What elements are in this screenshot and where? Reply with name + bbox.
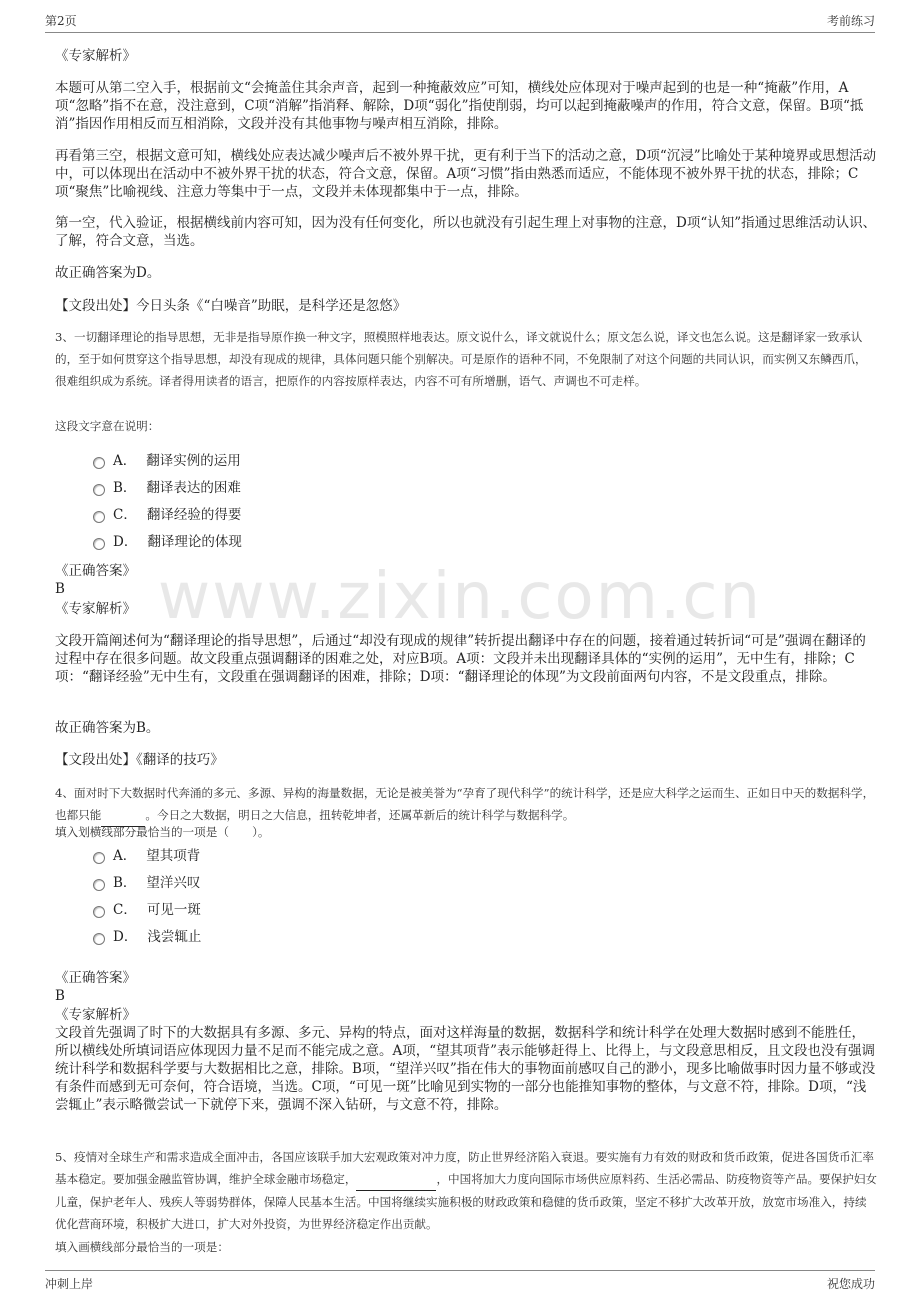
option-text: 望其项背 xyxy=(146,848,201,864)
option-text: 可见一斑 xyxy=(146,902,201,918)
option-letter: A． xyxy=(113,848,137,864)
option-letter: A． xyxy=(113,453,137,469)
option-letter: C． xyxy=(113,902,137,918)
stem-text: 5、疫情对全球生产和需求造成全面冲击，各国应该联手加大宏观政策对冲力度，防止世界经济陷入衰退。要实施有力有效的财政和货币政策，促进各国货币汇率基本稳定。要加强金融监管协调，维护全球金融市场稳定， xyxy=(55,1150,874,1186)
option-text: 望洋兴叹 xyxy=(146,875,201,891)
expert-analysis-label: 《专家解析》 xyxy=(55,601,136,617)
stem-text: ，中国将加大力度向国际市场供应原料药、生活必需品、防疫物资等产品。要保护妇女儿童，保护老年人、残疾人等弱势群体，保障人民基本生活。中国将继续实施积极的财政政策和稳健的货币政策，坚定不移扩大改革开放，放宽市场准入，持续优化营商环境，积极扩大进口，扩大对外投资，为世界经济稳定作出贡献。 xyxy=(55,1172,878,1231)
footer-left: 冲刺上岸 xyxy=(45,1276,94,1291)
answer-conclusion: 故正确答案为B。 xyxy=(55,720,160,736)
option-c[interactable] xyxy=(93,901,201,919)
question-stem: 3、一切翻译理论的指导思想，无非是指导原作换一种文字，照模照样地表达。原文说什么，译文就说什么；原文怎么说，译文也怎么说。这是翻译家一致承认的，至于如何贯穿这个指导思想，却没有现成的规律，具体问题只能个别解决。可是原作的语种不同，不免限制了对这个问题的共同认识，而实例又东鳞西爪，很难组织成为系统。译者得用读者的语言，把原作的内容按原样表达，内容不可有所增删，语气、声调也不可走样。 xyxy=(55,330,867,388)
option-letter: B． xyxy=(113,480,137,496)
correct-answer: B xyxy=(55,988,65,1004)
radio-button[interactable] xyxy=(93,933,105,945)
expert-analysis-label: 《专家解析》 xyxy=(55,48,136,64)
option-d[interactable] xyxy=(93,533,242,551)
question-stem xyxy=(55,1146,878,1235)
option-text: 翻译表达的困难 xyxy=(146,480,241,496)
radio-button[interactable] xyxy=(93,484,105,496)
answer-conclusion: 故正确答案为D。 xyxy=(55,265,161,281)
page-footer xyxy=(45,1270,875,1295)
option-text: 浅尝辄止 xyxy=(147,929,202,945)
analysis-paragraph: 再看第三空，根据文意可知，横线处应表达减少噪声后不被外界干扰，更有利于当下的活动之意，D项“沉浸”比喻处于某种境界或思想活动中，可以体现出在活动中不被外界干扰的状态，符合文意，保留。A项“习惯”指由熟悉而适应，不能体现不被外界干扰的状态，排除；C项“聚焦”比喻视线、注意力等集中于一点，文段并未体现都集中于一点，排除。 xyxy=(55,148,877,200)
option-text: 翻译实例的运用 xyxy=(146,453,241,469)
option-letter: C． xyxy=(113,507,137,523)
page-header xyxy=(45,8,875,33)
option-letter: D． xyxy=(113,929,138,945)
analysis-paragraph: 文段首先强调了时下的大数据具有多源、多元、异构的特点，面对这样海量的数据，数据科学和统计科学在处理大数据时感到不能胜任，所以横线处所填词语应体现因力量不足而不能完成之意。A项，“望其项背”表示能够赶得上、比得上，与文段意思相反，且文段也没有强调统计科学和数据科学要与大数据相比之意，排除。B项，“望洋兴叹”指在伟大的事物面前感叹自己的渺小，现多比喻做事时因力量不够或没有条件而感到无可奈何，符合语境，当选。C项，“可见一斑”比喻见到实物的一部分也能推知事物的整体，与文意不符，排除。D项，“浅尝辄止”表示略微尝试一下就停下来，强调不深入钻研，与文意不符，排除。 xyxy=(55,1025,876,1113)
option-a[interactable] xyxy=(93,847,200,865)
option-c[interactable] xyxy=(93,506,241,524)
header-title: 考前练习 xyxy=(826,13,875,28)
option-text: 翻译理论的体现 xyxy=(147,534,242,550)
radio-button[interactable] xyxy=(93,906,105,918)
analysis-paragraph: 第一空，代入验证，根据横线前内容可知，因为没有任何变化，所以也就没有引起生理上对事物的注意，D项“认知”指通过思维活动认识、了解，符合文意，当选。 xyxy=(55,215,877,249)
option-d[interactable] xyxy=(93,928,201,946)
option-letter: D． xyxy=(113,534,138,550)
page-number: 第2页 xyxy=(45,13,77,28)
question-prompt: 这段文字意在说明： xyxy=(55,419,160,433)
correct-answer-label: 《正确答案》 xyxy=(55,970,136,986)
analysis-paragraph: 本题可从第二空入手，根据前文“会掩盖住其余声音，起到一种掩蔽效应”可知，横线处应体现对于噪声起到的也是一种“掩蔽”作用，A项“忽略”指不在意，没注意到，C项“消解”指消释、解除，D项“弱化”指使削弱，均可以起到掩蔽噪声的作用，符合文意，保留。B项“抵消”指因作用相反而互相消除，文段并没有其他事物与噪声相互消除，排除。 xyxy=(55,80,864,132)
correct-answer-label: 《正确答案》 xyxy=(55,563,136,579)
option-letter: B． xyxy=(113,875,137,891)
footer-right: 祝您成功 xyxy=(826,1276,875,1291)
option-b[interactable] xyxy=(93,874,200,892)
radio-button[interactable] xyxy=(93,852,105,864)
question-prompt: 填入画横线部分最恰当的一项是： xyxy=(55,1240,229,1254)
option-text: 翻译经验的得要 xyxy=(146,507,242,523)
correct-answer: B xyxy=(55,581,65,597)
expert-analysis-label: 《专家解析》 xyxy=(55,1007,136,1023)
radio-button[interactable] xyxy=(93,538,105,550)
source-citation: 【文段出处】今日头条《“白噪音”助眠，是科学还是忽悠》 xyxy=(55,298,407,314)
option-a[interactable] xyxy=(93,452,241,470)
option-b[interactable] xyxy=(93,479,241,497)
radio-button[interactable] xyxy=(93,457,105,469)
watermark: www.zixin.com.cn xyxy=(157,560,763,634)
fill-blank xyxy=(356,1168,436,1191)
question-prompt: 填入划横线部分最恰当的一项是（ ）。 xyxy=(55,825,270,839)
analysis-paragraph: 文段开篇阐述何为“翻译理论的指导思想”，后通过“却没有现成的规律”转折提出翻译中存在的问题，接着通过转折词“可是”强调在翻译的过程中存在很多问题。故文段重点强调翻译的困难之处，对应B项。A项：文段并未出现翻译具体的“实例的运用”，无中生有，排除；C项：“翻译经验”无中生有，文段重在强调翻译的困难，排除；D项：“翻译理论的体现”为文段前面两句内容，不是文段重点，排除。 xyxy=(55,633,866,685)
radio-button[interactable] xyxy=(93,879,105,891)
stem-text: 。今日之大数据，明日之大信息，扭转乾坤者，还属革新后的统计科学与数据科学。 xyxy=(145,808,575,822)
radio-button[interactable] xyxy=(93,511,105,523)
stem-text: 4、面对时下大数据时代奔涌的多元、多源、异构的海量数据，无论是被美誉为“孕育了现代科学”的统计科学，还是应大科学之运而生、正如日中天的数据科学，也都只能 xyxy=(55,786,875,822)
source-citation: 【文段出处】《翻译的技巧》 xyxy=(55,752,224,768)
